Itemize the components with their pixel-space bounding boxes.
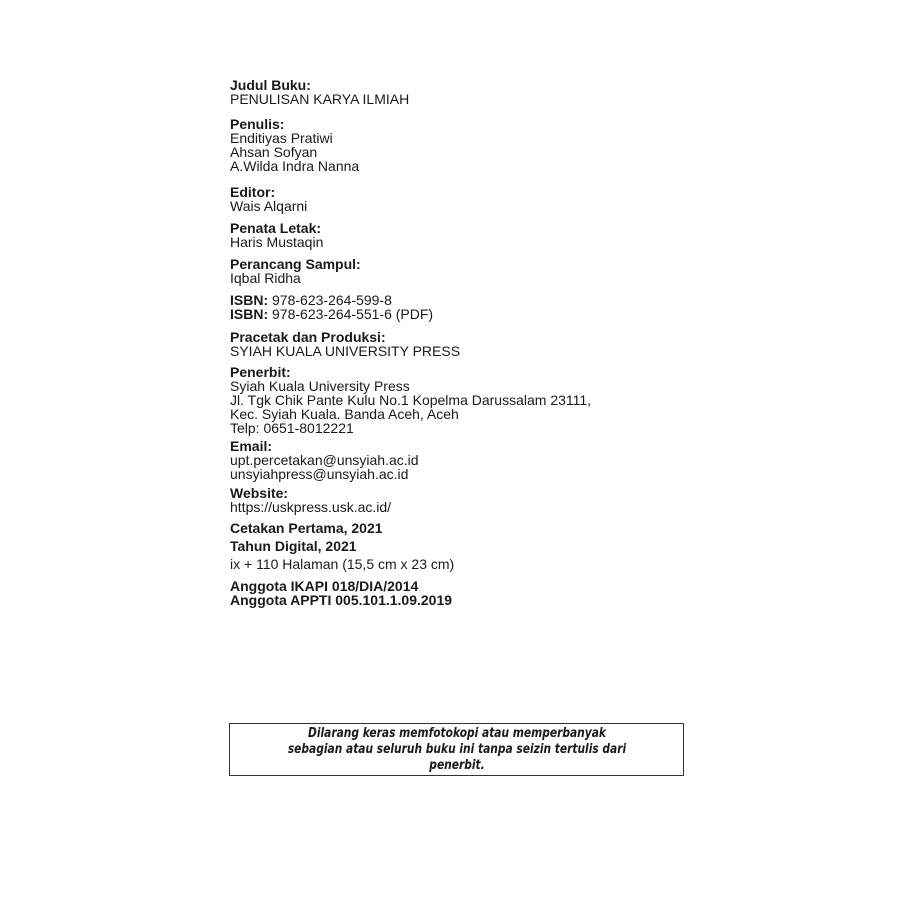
cetakan-pertama: Cetakan Pertama, 2021 bbox=[230, 520, 383, 536]
anggota-ikapi: Anggota IKAPI 018/DIA/2014 bbox=[230, 578, 419, 594]
penulis-section bbox=[230, 117, 359, 173]
penata-value: Haris Mustaqin bbox=[230, 234, 324, 250]
isbn-value: 978-623-264-599-8 bbox=[272, 292, 392, 308]
email-value: upt.percetakan@unsyiah.ac.id bbox=[230, 452, 419, 468]
isbn-pdf bbox=[230, 307, 433, 321]
copyright-notice-box bbox=[229, 723, 684, 776]
isbn-label: ISBN: bbox=[230, 306, 269, 322]
halaman-info: ix + 110 Halaman (15,5 cm x 23 cm) bbox=[230, 556, 455, 572]
perancang-section bbox=[230, 257, 361, 285]
website-section bbox=[230, 486, 391, 514]
isbn-value: 978-623-264-551-6 (PDF) bbox=[272, 306, 434, 322]
isbn-label: ISBN: bbox=[230, 292, 269, 308]
pracetak-section bbox=[230, 330, 460, 358]
editor-value: Wais Alqarni bbox=[230, 198, 308, 214]
tahun-digital-section bbox=[230, 539, 357, 553]
email-section bbox=[230, 439, 419, 481]
website-label: Website: bbox=[230, 485, 289, 501]
perancang-label: Perancang Sampul: bbox=[230, 256, 361, 272]
penulis-name: A.Wilda Indra Nanna bbox=[230, 158, 360, 174]
penerbit-line: Telp: 0651-8012221 bbox=[230, 420, 354, 436]
penerbit-line: Kec. Syiah Kuala. Banda Aceh, Aceh bbox=[230, 406, 459, 422]
anggota-section bbox=[230, 579, 452, 607]
penata-label: Penata Letak: bbox=[230, 220, 322, 236]
editor-section bbox=[230, 185, 307, 213]
isbn-section bbox=[230, 293, 433, 321]
penulis-label: Penulis: bbox=[230, 116, 285, 132]
penerbit-line: Jl. Tgk Chik Pante Kulu No.1 Kopelma Darussalam 23111, bbox=[230, 392, 592, 408]
penulis-name: Ahsan Sofyan bbox=[230, 144, 318, 160]
website-value: https://uskpress.usk.ac.id/ bbox=[230, 499, 392, 515]
judul-value: PENULISAN KARYA ILMIAH bbox=[230, 91, 410, 107]
penulis-name: Enditiyas Pratiwi bbox=[230, 130, 333, 146]
email-value: unsyiahpress@unsyiah.ac.id bbox=[230, 466, 409, 482]
perancang-value: Iqbal Ridha bbox=[230, 270, 301, 286]
editor-label: Editor: bbox=[230, 184, 276, 200]
email-label: Email: bbox=[230, 438, 273, 454]
pracetak-value: SYIAH KUALA UNIVERSITY PRESS bbox=[230, 343, 461, 359]
penerbit-label: Penerbit: bbox=[230, 364, 291, 380]
tahun-digital: Tahun Digital, 2021 bbox=[230, 538, 357, 554]
isbn-print bbox=[230, 293, 433, 307]
copyright-notice-text: Dilarang keras memfotokopi atau memperbanyak sebagian atau seluruh buku ini tanpa seizin tertulis dari penerbit. bbox=[287, 725, 626, 773]
penerbit-line: Syiah Kuala University Press bbox=[230, 378, 410, 394]
penerbit-section bbox=[230, 365, 591, 435]
pracetak-label: Pracetak dan Produksi: bbox=[230, 329, 386, 345]
penata-section bbox=[230, 221, 323, 249]
cetakan-section bbox=[230, 521, 383, 535]
halaman-section bbox=[230, 557, 454, 571]
judul-label: Judul Buku: bbox=[230, 77, 311, 93]
anggota-appti: Anggota APPTI 005.101.1.09.2019 bbox=[230, 592, 453, 608]
judul-section bbox=[230, 78, 409, 106]
